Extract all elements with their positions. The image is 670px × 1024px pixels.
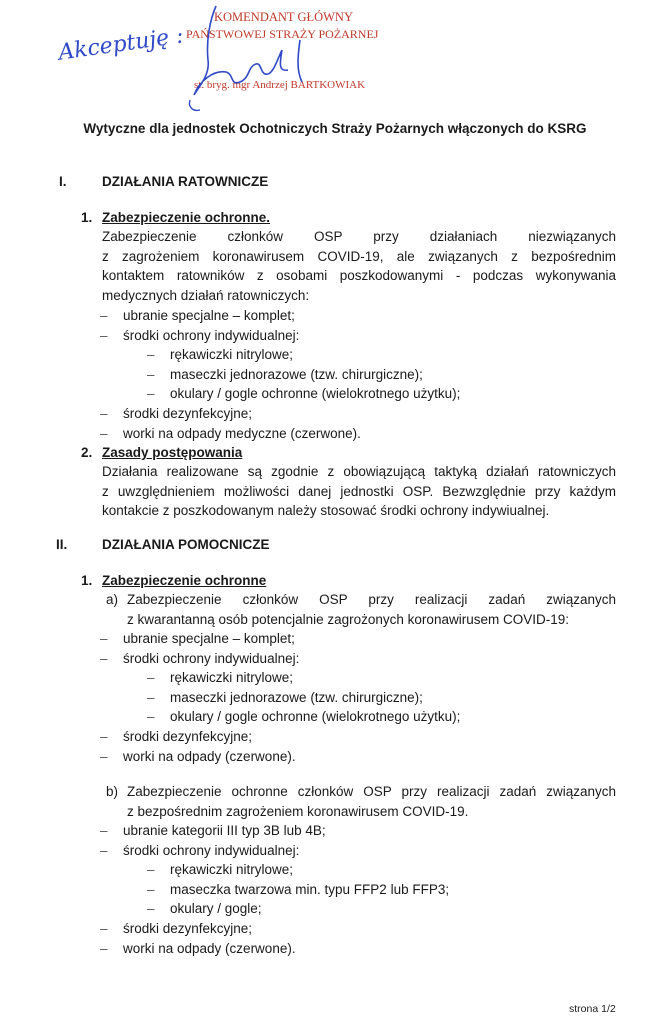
list-item-text: okulary / gogle; bbox=[170, 901, 262, 917]
list-item-text: rękawiczki nitrylowe; bbox=[170, 670, 294, 686]
dash-bullet: – bbox=[147, 709, 155, 725]
s2-b-para-line: z bezpośrednim zagrożeniem koronawirusem COVID-19. bbox=[127, 803, 469, 819]
document-title: Wytyczne dla jednostek Ochotniczych Straży Pożarnych włączonych do KSRG bbox=[83, 121, 587, 136]
section-1-number: I. bbox=[59, 174, 67, 189]
list-item-text: środki ochrony indywidualnej: bbox=[123, 842, 300, 858]
s1-sub2-para-line: kontakcie z poszkodowanym należy stosować środki ochrony indywiualnej. bbox=[102, 503, 550, 519]
list-item-text: maseczki jednorazowe (tzw. chirurgiczne); bbox=[170, 689, 423, 705]
stamp-line-name: st. bryg. mgr Andrzej BARTKOWIAK bbox=[194, 79, 366, 91]
list-item-text: worki na odpady medyczne (czerwone). bbox=[123, 425, 361, 441]
s1-sub2-para-line: Działania realizowane są zgodnie z obowiązującą taktyką działań ratowniczych bbox=[102, 464, 616, 479]
list-item bbox=[0, 939, 670, 959]
dash-bullet: – bbox=[147, 901, 155, 917]
list-item bbox=[0, 345, 670, 365]
list-item bbox=[0, 424, 670, 444]
dash-bullet: – bbox=[100, 728, 108, 744]
list-item-text: worki na odpady (czerwone). bbox=[123, 940, 296, 956]
list-item-text: środki dezynfekcyjne; bbox=[123, 728, 253, 744]
list-item bbox=[0, 326, 670, 346]
dash-bullet: – bbox=[100, 425, 108, 441]
list-item-text: środki dezynfekcyjne; bbox=[123, 920, 253, 936]
list-item bbox=[0, 841, 670, 861]
list-item bbox=[0, 727, 670, 747]
list-item-text: ubranie kategorii III typ 3B lub 4B; bbox=[123, 823, 326, 838]
list-item bbox=[0, 880, 670, 900]
section-1-heading: DZIAŁANIA RATOWNICZE bbox=[102, 174, 269, 189]
s2-a-label: a) bbox=[106, 592, 119, 607]
dash-bullet: – bbox=[147, 881, 155, 897]
list-item-text: rękawiczki nitrylowe; bbox=[170, 347, 294, 363]
s2-sub1-number: 1. bbox=[81, 573, 93, 588]
dash-bullet: – bbox=[100, 650, 108, 666]
list-item bbox=[0, 688, 670, 708]
s2-b-para-line: Zabezpieczenie ochronne członków OSP przy realizacji zadań związanych bbox=[127, 784, 616, 799]
s2-a-para-line: z kwarantanną osób potencjalnie zagrożonych koronawirusem COVID-19: bbox=[127, 611, 569, 627]
s1-para-line: kontaktem ratowników z osobami poszkodowanymi - podczas wykonywania bbox=[102, 268, 616, 284]
s1-sub1-paragraph bbox=[102, 227, 616, 305]
s1-para-line: medycznych działań ratowniczych: bbox=[102, 287, 310, 303]
section-2-heading: DZIAŁANIA POMOCNICZE bbox=[102, 537, 270, 552]
s2-b-paragraph bbox=[127, 782, 616, 821]
s1-sub1-heading: Zabezpieczenie ochronne. bbox=[102, 210, 271, 225]
s2-a-para-line: Zabezpieczenie członków OSP przy realizacji zadań związanych bbox=[127, 592, 616, 607]
dash-bullet: – bbox=[100, 405, 108, 421]
dash-bullet: – bbox=[100, 308, 108, 323]
dash-bullet: – bbox=[100, 920, 108, 936]
list-item-text: worki na odpady (czerwone). bbox=[123, 748, 296, 764]
s2-b-list bbox=[0, 821, 670, 958]
s2-a-list bbox=[0, 629, 670, 766]
list-item-text: ubranie specjalne – komplet; bbox=[123, 631, 295, 646]
s2-sub1-heading: Zabezpieczenie ochronne bbox=[102, 573, 267, 588]
list-item-text: okulary / gogle ochronne (wielokrotnego użytku); bbox=[170, 386, 461, 402]
s1-sub2-para-line: z uwzględnieniem możliwości danej jednostki OSP. Bezwzględnie przy każdym bbox=[102, 483, 616, 499]
s2-b-label: b) bbox=[106, 784, 119, 799]
approval-handwriting: Akceptuję : bbox=[56, 23, 186, 66]
list-item bbox=[0, 919, 670, 939]
section-2-number: II. bbox=[56, 537, 68, 552]
s1-para-line: z zagrożeniem koronawirusem COVID-19, ale związanych z bezpośrednim bbox=[102, 248, 616, 264]
s1-sub2-paragraph bbox=[102, 462, 616, 521]
dash-bullet: – bbox=[147, 386, 155, 402]
stamp-line-title: KOMENDANT GŁÓWNY bbox=[214, 10, 353, 24]
dash-bullet: – bbox=[100, 823, 108, 838]
s2-a-paragraph bbox=[127, 590, 616, 629]
list-item bbox=[0, 629, 670, 649]
list-item bbox=[0, 707, 670, 727]
list-item-text: środki dezynfekcyjne; bbox=[123, 405, 253, 421]
list-item-text: rękawiczki nitrylowe; bbox=[170, 862, 294, 878]
list-item-text: okulary / gogle ochronne (wielokrotnego użytku); bbox=[170, 709, 461, 725]
dash-bullet: – bbox=[100, 940, 108, 956]
s1-para-line: Zabezpieczenie członków OSP przy działaniach niezwiązanych bbox=[102, 229, 616, 244]
dash-bullet: – bbox=[147, 347, 155, 363]
s1-sub2-number: 2. bbox=[81, 445, 93, 460]
list-item bbox=[0, 668, 670, 688]
stamp-line-organization: PAŃSTWOWEJ STRAŻY POŻARNEJ bbox=[186, 27, 379, 41]
list-item bbox=[0, 306, 670, 326]
dash-bullet: – bbox=[147, 862, 155, 878]
dash-bullet: – bbox=[147, 366, 155, 382]
dash-bullet: – bbox=[100, 327, 108, 343]
list-item-text: środki ochrony indywidualnej: bbox=[123, 327, 300, 343]
s1-sub1-number: 1. bbox=[81, 210, 93, 225]
list-item-text: maseczka twarzowa min. typu FFP2 lub FFP3; bbox=[170, 881, 450, 897]
dash-bullet: – bbox=[147, 670, 155, 686]
list-item bbox=[0, 899, 670, 919]
list-item-text: środki ochrony indywidualnej: bbox=[123, 650, 300, 666]
list-item bbox=[0, 365, 670, 385]
dash-bullet: – bbox=[100, 842, 108, 858]
signature bbox=[170, 0, 320, 115]
page-number: strona 1/2 bbox=[569, 1003, 616, 1015]
list-item bbox=[0, 860, 670, 880]
list-item-text: ubranie specjalne – komplet; bbox=[123, 308, 295, 323]
s1-sub2-heading: Zasady postępowania bbox=[102, 445, 243, 460]
list-item bbox=[0, 404, 670, 424]
list-item bbox=[0, 747, 670, 767]
list-item-text: maseczki jednorazowe (tzw. chirurgiczne); bbox=[170, 366, 423, 382]
list-item bbox=[0, 821, 670, 841]
dash-bullet: – bbox=[100, 748, 108, 764]
s1-list bbox=[0, 306, 670, 443]
dash-bullet: – bbox=[100, 631, 108, 646]
dash-bullet: – bbox=[147, 689, 155, 705]
list-item bbox=[0, 384, 670, 404]
list-item bbox=[0, 649, 670, 669]
